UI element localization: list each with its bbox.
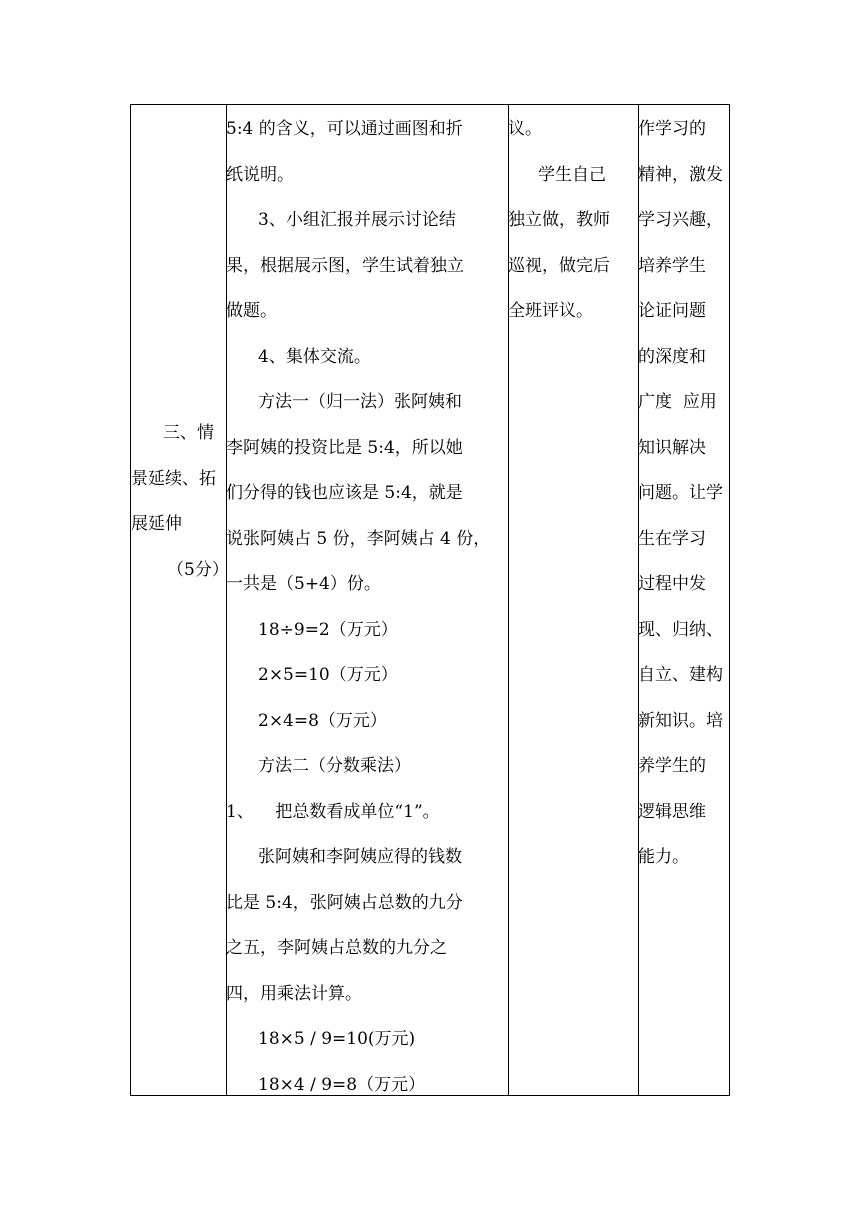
process-line: 4、集体交流。 (258, 346, 371, 367)
process-line: 一共是（5+4）份。 (226, 574, 381, 594)
intent-line: 养学生的 (638, 756, 706, 776)
intent-line: 培养学生 (638, 255, 706, 276)
intent-line: 论证问题 (638, 301, 706, 321)
stage-line: 景延续、拓 (131, 468, 216, 489)
intent-line: 精神，激发 (638, 164, 723, 185)
process-line: 之五，李阿姨占总数的九分之 (226, 938, 447, 958)
intent-line: 作学习的 (638, 119, 706, 139)
stage-line: 三、情 (163, 423, 214, 443)
process-line: 1、 把总数看成单位“1”。 (226, 801, 440, 822)
process-line: 四，用乘法计算。 (226, 983, 362, 1004)
lesson-plan-table (130, 104, 730, 1096)
process-line: 纸说明。 (226, 164, 294, 185)
stage-line: （5分） (167, 559, 229, 580)
process-line: 2×5=10（万元） (258, 665, 398, 685)
process-line: 18÷9=2（万元） (258, 619, 398, 640)
intent-line: 逻辑思维 (638, 801, 706, 822)
activity-line: 巡视，做完后 (508, 255, 610, 276)
intent-line: 新知识。培 (638, 710, 723, 731)
intent-line: 的深度和 (638, 346, 706, 367)
student-activity-cell (508, 107, 638, 335)
process-line: 张阿姨和李阿姨应得的钱数 (258, 847, 462, 867)
process-line: 方法一（归一法）张阿姨和 (258, 392, 462, 412)
process-line: 果，根据展示图，学生试着独立 (226, 255, 464, 276)
process-line: 方法二（分数乘法） (258, 756, 411, 776)
activity-line: 议。 (508, 119, 542, 139)
intent-line: 过程中发 (638, 574, 706, 594)
activity-line: 学生自己 (538, 164, 606, 185)
process-line: 比是 5:4，张阿姨占总数的九分 (226, 892, 463, 913)
process-line: 3、小组汇报并展示讨论结 (258, 210, 456, 230)
intent-line: 自立、建构 (638, 665, 723, 685)
process-line: 说张阿姨占 5 份，李阿姨占 4 份， (226, 528, 491, 549)
teaching-process-cell (226, 107, 508, 1108)
activity-line: 全班评议。 (508, 301, 593, 321)
intent-line: 知识解决 (638, 437, 706, 458)
intent-line: 广度 应用 (638, 392, 717, 412)
intent-line: 现、归纳、 (638, 619, 723, 640)
process-line: 18×4 / 9=8（万元） (258, 1074, 426, 1095)
process-line: 5:4 的含义，可以通过画图和折 (226, 119, 463, 139)
intent-line: 学习兴趣， (638, 210, 723, 230)
activity-line: 独立做，教师 (508, 210, 610, 230)
process-line: 做题。 (226, 301, 277, 321)
stage-line: 展延伸 (131, 514, 182, 534)
process-line: 2×4=8（万元） (258, 710, 387, 731)
stage-cell (131, 411, 229, 593)
design-intent-cell (638, 107, 731, 881)
process-line: 们分得的钱也应该是 5:4，就是 (226, 483, 463, 503)
process-line: 18×5 / 9=10(万元) (258, 1029, 416, 1049)
intent-line: 生在学习 (638, 528, 706, 549)
intent-line: 问题。让学 (638, 483, 723, 503)
process-line: 李阿姨的投资比是 5:4，所以她 (226, 437, 463, 458)
intent-line: 能力。 (638, 847, 689, 867)
